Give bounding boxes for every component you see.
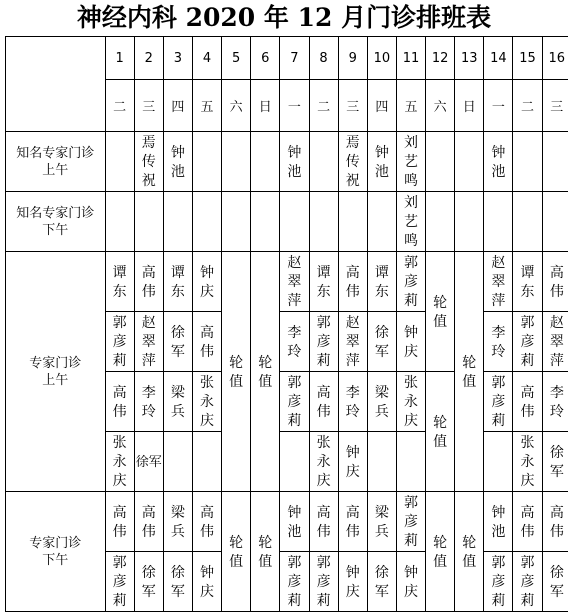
schedule-cell bbox=[513, 132, 542, 192]
doctor-name: 钟池 bbox=[491, 144, 506, 180]
doctor-name: 赵翠萍 bbox=[491, 255, 506, 309]
doctor-name: 郭彦莉 bbox=[491, 375, 506, 429]
weekday: 五 bbox=[396, 80, 425, 132]
schedule-cell bbox=[542, 492, 568, 552]
schedule-cell bbox=[134, 372, 163, 432]
doctor-name: 李玲 bbox=[345, 384, 360, 420]
header-corner bbox=[6, 37, 106, 132]
schedule-cell bbox=[134, 552, 163, 612]
doctor-name: 高伟 bbox=[112, 384, 127, 420]
schedule-cell bbox=[455, 132, 484, 192]
rotation-label: 轮值 bbox=[433, 534, 448, 570]
doctor-name: 张永庆 bbox=[200, 375, 214, 429]
weekday: 二 bbox=[513, 80, 542, 132]
doctor-name: 郭彦莉 bbox=[520, 315, 535, 369]
schedule-cell bbox=[367, 192, 396, 252]
schedule-cell bbox=[513, 552, 542, 612]
row-label: 专家门诊 上午 bbox=[6, 252, 106, 492]
doctor-name: 谭东 bbox=[316, 264, 331, 300]
doctor-name: 钟庆 bbox=[403, 324, 418, 360]
schedule-cell bbox=[105, 312, 134, 372]
doctor-name: 张永庆 bbox=[112, 435, 127, 489]
doctor-name: 徐军 bbox=[374, 324, 389, 360]
doctor-name: 钟庆 bbox=[200, 264, 214, 300]
schedule-cell bbox=[484, 552, 513, 612]
schedule-cell bbox=[192, 492, 221, 552]
schedule-cell bbox=[513, 372, 542, 432]
schedule-cell bbox=[309, 372, 338, 432]
doctor-name: 李玲 bbox=[549, 384, 564, 420]
schedule-cell bbox=[222, 132, 251, 192]
doctor-name: 梁兵 bbox=[374, 384, 389, 420]
rotation-cell bbox=[251, 252, 280, 492]
schedule-cell bbox=[105, 192, 134, 252]
doctor-name: 徐军 bbox=[549, 564, 564, 600]
weekday: 三 bbox=[134, 80, 163, 132]
schedule-cell bbox=[192, 312, 221, 372]
schedule-cell bbox=[484, 432, 513, 492]
schedule-cell bbox=[367, 492, 396, 552]
rotation-cell bbox=[426, 252, 455, 372]
schedule-cell bbox=[513, 252, 542, 312]
schedule-cell bbox=[280, 192, 309, 252]
schedule-cell bbox=[134, 252, 163, 312]
doctor-name: 刘艺鸣 bbox=[403, 135, 418, 189]
schedule-cell bbox=[192, 432, 221, 492]
schedule-cell bbox=[367, 372, 396, 432]
doctor-name: 钟池 bbox=[374, 144, 389, 180]
doctor-name: 钟池 bbox=[287, 504, 302, 540]
rotation-label: 轮值 bbox=[462, 534, 477, 570]
schedule-cell bbox=[192, 252, 221, 312]
schedule-cell bbox=[426, 192, 455, 252]
schedule-cell bbox=[484, 312, 513, 372]
schedule-cell bbox=[513, 192, 542, 252]
schedule-cell bbox=[163, 372, 192, 432]
schedule-cell bbox=[192, 552, 221, 612]
rotation-cell bbox=[426, 492, 455, 612]
schedule-cell bbox=[134, 432, 163, 492]
doctor-name: 钟庆 bbox=[345, 564, 360, 600]
day-number: 5 bbox=[222, 37, 251, 80]
doctor-name: 赵翠萍 bbox=[141, 315, 156, 369]
rotation-label: 轮值 bbox=[258, 354, 273, 390]
doctor-name: 高伟 bbox=[345, 264, 360, 300]
schedule-cell bbox=[484, 492, 513, 552]
doctor-name: 焉传祝 bbox=[345, 135, 360, 189]
row-label: 知名专家门诊 下午 bbox=[6, 192, 106, 252]
day-number: 9 bbox=[338, 37, 367, 80]
schedule-cell bbox=[309, 312, 338, 372]
day-number: 6 bbox=[251, 37, 280, 80]
day-number: 10 bbox=[367, 37, 396, 80]
weekday: 三 bbox=[338, 80, 367, 132]
doctor-name: 郭彦莉 bbox=[403, 255, 418, 309]
schedule-cell bbox=[455, 192, 484, 252]
schedule-cell bbox=[338, 132, 367, 192]
schedule-cell bbox=[338, 312, 367, 372]
schedule-cell bbox=[163, 252, 192, 312]
doctor-name: 钟庆 bbox=[403, 564, 418, 600]
schedule-cell bbox=[134, 312, 163, 372]
schedule-cell bbox=[396, 432, 425, 492]
schedule-cell bbox=[542, 552, 568, 612]
doctor-name: 郭彦莉 bbox=[491, 555, 506, 609]
schedule-cell bbox=[513, 492, 542, 552]
day-number: 11 bbox=[396, 37, 425, 80]
schedule-cell bbox=[396, 132, 425, 192]
doctor-name: 钟庆 bbox=[200, 564, 214, 600]
schedule-cell bbox=[484, 192, 513, 252]
doctor-name: 高伟 bbox=[200, 504, 214, 540]
rotation-cell bbox=[455, 492, 484, 612]
rotation-cell bbox=[426, 372, 455, 492]
doctor-name: 钟庆 bbox=[345, 444, 360, 480]
rotation-label: 轮值 bbox=[258, 534, 273, 570]
day-number: 3 bbox=[163, 37, 192, 80]
doctor-name: 高伟 bbox=[141, 504, 156, 540]
doctor-name: 高伟 bbox=[549, 504, 564, 540]
doctor-name: 徐军 bbox=[170, 324, 185, 360]
doctor-name: 郭彦莉 bbox=[520, 555, 535, 609]
doctor-name: 郭彦莉 bbox=[316, 315, 331, 369]
schedule-cell bbox=[338, 552, 367, 612]
schedule-cell bbox=[367, 252, 396, 312]
doctor-name: 张永庆 bbox=[316, 435, 331, 489]
rotation-cell bbox=[455, 252, 484, 492]
schedule-cell bbox=[396, 372, 425, 432]
schedule-cell bbox=[367, 432, 396, 492]
doctor-name: 郭彦莉 bbox=[112, 315, 127, 369]
weekday: 六 bbox=[426, 80, 455, 132]
row-label: 知名专家门诊 上午 bbox=[6, 132, 106, 192]
rotation-cell bbox=[222, 492, 251, 612]
doctor-name: 徐军 bbox=[141, 564, 156, 600]
schedule-cell bbox=[484, 132, 513, 192]
schedule-cell bbox=[513, 432, 542, 492]
doctor-name: 李玲 bbox=[287, 324, 302, 360]
day-number: 13 bbox=[455, 37, 484, 80]
schedule-cell bbox=[163, 492, 192, 552]
schedule-cell bbox=[396, 552, 425, 612]
schedule-cell bbox=[280, 552, 309, 612]
schedule-cell bbox=[105, 432, 134, 492]
schedule-cell bbox=[309, 552, 338, 612]
doctor-name: 郭彦莉 bbox=[403, 495, 418, 549]
schedule-cell bbox=[105, 132, 134, 192]
weekday: 一 bbox=[280, 80, 309, 132]
schedule-cell bbox=[163, 432, 192, 492]
schedule-cell bbox=[309, 432, 338, 492]
schedule-cell bbox=[426, 132, 455, 192]
schedule-cell bbox=[163, 552, 192, 612]
schedule-cell bbox=[105, 492, 134, 552]
schedule-cell bbox=[367, 312, 396, 372]
schedule-cell bbox=[222, 192, 251, 252]
doctor-name: 高伟 bbox=[520, 384, 535, 420]
rotation-cell bbox=[222, 252, 251, 492]
day-number: 2 bbox=[134, 37, 163, 80]
doctor-name: 赵翠萍 bbox=[345, 315, 360, 369]
doctor-name: 徐军 bbox=[374, 564, 389, 600]
weekday: 四 bbox=[163, 80, 192, 132]
schedule-cell bbox=[484, 252, 513, 312]
schedule-cell bbox=[280, 252, 309, 312]
doctor-name: 高伟 bbox=[112, 504, 127, 540]
schedule-cell bbox=[338, 492, 367, 552]
day-number: 12 bbox=[426, 37, 455, 80]
schedule-cell bbox=[134, 492, 163, 552]
doctor-name: 郭彦莉 bbox=[112, 555, 127, 609]
doctor-name: 高伟 bbox=[316, 384, 331, 420]
schedule-cell bbox=[192, 372, 221, 432]
doctor-name: 高伟 bbox=[200, 324, 214, 360]
schedule-cell bbox=[542, 192, 568, 252]
weekday: 五 bbox=[192, 80, 221, 132]
doctor-name: 徐军 bbox=[549, 444, 564, 480]
schedule-cell bbox=[163, 132, 192, 192]
page-title: 神经内科 2020 年 12 月门诊排班表 bbox=[76, 3, 492, 32]
rotation-label: 轮值 bbox=[229, 534, 244, 570]
schedule-cell bbox=[105, 252, 134, 312]
doctor-name: 赵翠萍 bbox=[549, 315, 564, 369]
doctor-name: 高伟 bbox=[520, 504, 535, 540]
schedule-cell bbox=[134, 132, 163, 192]
day-number: 1 bbox=[105, 37, 134, 80]
weekday: 日 bbox=[251, 80, 280, 132]
doctor-name: 徐军 bbox=[170, 564, 185, 600]
schedule-cell bbox=[309, 192, 338, 252]
day-number: 14 bbox=[484, 37, 513, 80]
doctor-name: 张永庆 bbox=[520, 435, 535, 489]
doctor-name: 焉传祝 bbox=[141, 135, 156, 189]
schedule-table bbox=[5, 36, 568, 612]
schedule-cell bbox=[280, 312, 309, 372]
doctor-name: 高伟 bbox=[345, 504, 360, 540]
doctor-name: 郭彦莉 bbox=[287, 555, 302, 609]
doctor-name: 李玲 bbox=[141, 384, 156, 420]
doctor-name: 钟池 bbox=[491, 504, 506, 540]
doctor-name: 梁兵 bbox=[170, 384, 185, 420]
schedule-cell bbox=[396, 192, 425, 252]
doctor-name: 李玲 bbox=[491, 324, 506, 360]
doctor-name: 高伟 bbox=[549, 264, 564, 300]
day-number: 16 bbox=[542, 37, 568, 80]
doctor-name: 谭东 bbox=[520, 264, 535, 300]
doctor-name: 谭东 bbox=[374, 264, 389, 300]
schedule-cell bbox=[163, 192, 192, 252]
schedule-cell bbox=[163, 312, 192, 372]
schedule-cell bbox=[513, 312, 542, 372]
schedule-cell bbox=[134, 192, 163, 252]
rotation-label: 轮值 bbox=[433, 294, 448, 330]
rotation-cell bbox=[251, 492, 280, 612]
row-label: 专家门诊 下午 bbox=[6, 492, 106, 612]
schedule-cell bbox=[396, 252, 425, 312]
schedule-cell bbox=[280, 492, 309, 552]
weekday: 一 bbox=[484, 80, 513, 132]
schedule-cell bbox=[542, 372, 568, 432]
schedule-cell bbox=[105, 552, 134, 612]
schedule-cell bbox=[280, 432, 309, 492]
doctor-name: 高伟 bbox=[316, 504, 331, 540]
schedule-cell bbox=[396, 492, 425, 552]
schedule-cell bbox=[192, 132, 221, 192]
doctor-name: 张永庆 bbox=[403, 375, 418, 429]
weekday: 四 bbox=[367, 80, 396, 132]
weekday: 日 bbox=[455, 80, 484, 132]
schedule-cell bbox=[542, 252, 568, 312]
schedule-cell bbox=[367, 132, 396, 192]
weekday: 三 bbox=[542, 80, 568, 132]
day-number: 8 bbox=[309, 37, 338, 80]
schedule-cell bbox=[542, 132, 568, 192]
weekday: 二 bbox=[309, 80, 338, 132]
doctor-name: 梁兵 bbox=[170, 504, 185, 540]
schedule-cell bbox=[484, 372, 513, 432]
doctor-name: 赵翠萍 bbox=[287, 255, 302, 309]
schedule-cell bbox=[338, 252, 367, 312]
schedule-cell bbox=[309, 252, 338, 312]
schedule-cell bbox=[367, 552, 396, 612]
schedule-cell bbox=[105, 372, 134, 432]
doctor-name: 谭东 bbox=[112, 264, 127, 300]
schedule-cell bbox=[251, 132, 280, 192]
doctor-name: 高伟 bbox=[141, 264, 156, 300]
schedule-cell bbox=[280, 132, 309, 192]
schedule-cell bbox=[396, 312, 425, 372]
day-number: 4 bbox=[192, 37, 221, 80]
schedule-cell bbox=[192, 192, 221, 252]
schedule-cell bbox=[280, 372, 309, 432]
schedule-cell bbox=[338, 372, 367, 432]
day-number: 7 bbox=[280, 37, 309, 80]
schedule-cell bbox=[338, 192, 367, 252]
schedule-cell bbox=[542, 312, 568, 372]
schedule-cell bbox=[338, 432, 367, 492]
schedule-cell bbox=[309, 132, 338, 192]
schedule-cell bbox=[309, 492, 338, 552]
schedule-cell bbox=[542, 432, 568, 492]
rotation-label: 轮值 bbox=[229, 354, 244, 390]
doctor-name: 钟池 bbox=[287, 144, 302, 180]
doctor-name: 郭彦莉 bbox=[287, 375, 302, 429]
doctor-name: 郭彦莉 bbox=[316, 555, 331, 609]
rotation-label: 轮值 bbox=[433, 414, 448, 450]
weekday: 二 bbox=[105, 80, 134, 132]
doctor-name: 刘艺鸣 bbox=[403, 195, 418, 249]
doctor-name: 梁兵 bbox=[374, 504, 389, 540]
doctor-name: 谭东 bbox=[170, 264, 185, 300]
doctor-name: 徐军 bbox=[135, 454, 162, 470]
doctor-name: 钟池 bbox=[170, 144, 185, 180]
weekday: 六 bbox=[222, 80, 251, 132]
day-number: 15 bbox=[513, 37, 542, 80]
rotation-label: 轮值 bbox=[462, 354, 477, 390]
schedule-cell bbox=[251, 192, 280, 252]
